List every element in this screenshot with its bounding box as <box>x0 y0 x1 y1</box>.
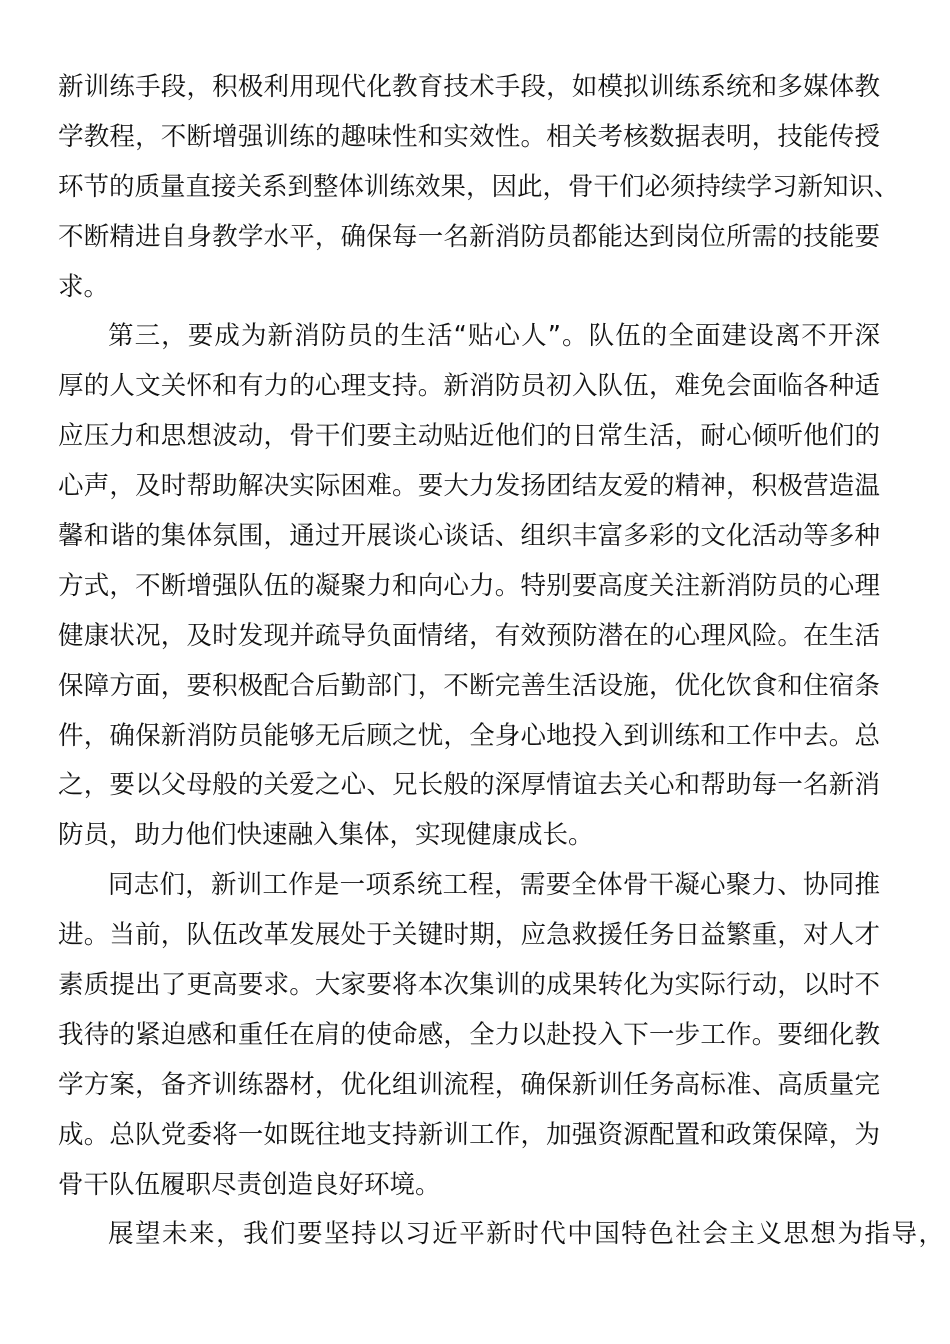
text-line: 学方案，备齐训练器材，优化组训流程，确保新训任务高标准、高质量完 <box>58 1069 880 1100</box>
text-line: 之，要以父母般的关爱之心、兄长般的深厚情谊去关心和帮助每一名新消 <box>58 770 880 801</box>
text-line: 不断精进自身教学水平，确保每一名新消防员都能达到岗位所需的技能要 <box>58 221 880 252</box>
text-line: 心声，及时帮助解决实际困难。要大力发扬团结友爱的精神，积极营造温 <box>58 471 880 502</box>
text-line: 第三，要成为新消防员的生活“贴心人”。队伍的全面建设离不开深 <box>108 321 880 352</box>
text-line: 学教程，不断增强训练的趣味性和实效性。相关考核数据表明，技能传授 <box>58 121 880 152</box>
text-line: 素质提出了更高要求。大家要将本次集训的成果转化为实际行动，以时不 <box>58 970 880 1001</box>
text-line: 成。总队党委将一如既往地支持新训工作，加强资源配置和政策保障，为 <box>58 1119 880 1150</box>
text-line: 骨干队伍履职尽责创造良好环境。 <box>58 1169 441 1200</box>
paragraph <box>58 1210 944 1260</box>
text-line: 我待的紧迫感和重任在肩的使命感，全力以赴投入下一步工作。要细化教 <box>58 1019 880 1050</box>
document-page <box>58 63 944 1260</box>
paragraph <box>58 312 880 861</box>
text-line: 馨和谐的集体氛围，通过开展谈心谈话、组织丰富多彩的文化活动等多种 <box>58 521 880 552</box>
text-line: 展望未来，我们要坚持以习近平新时代中国特色社会主义思想为指导， <box>108 1219 944 1250</box>
text-line: 同志们，新训工作是一项系统工程，需要全体骨干凝心聚力、协同推 <box>108 870 880 901</box>
text-line: 健康状况，及时发现并疏导负面情绪，有效预防潜在的心理风险。在生活 <box>58 620 880 651</box>
text-line: 防员，助力他们快速融入集体，实现健康成长。 <box>58 820 594 851</box>
paragraph <box>58 861 880 1210</box>
paragraph <box>58 63 900 312</box>
text-line: 保障方面，要积极配合后勤部门，不断完善生活设施，优化饮食和住宿条 <box>58 670 880 701</box>
text-line: 件，确保新消防员能够无后顾之忧，全身心地投入到训练和工作中去。总 <box>58 720 880 751</box>
text-line: 求。 <box>58 271 110 302</box>
text-line: 方式，不断增强队伍的凝聚力和向心力。特别要高度关注新消防员的心理 <box>58 570 880 601</box>
text-line: 环节的质量直接关系到整体训练效果，因此，骨干们必须持续学习新知识、 <box>58 171 900 202</box>
text-line: 进。当前，队伍改革发展处于关键时期，应急救援任务日益繁重，对人才 <box>58 920 880 951</box>
text-line: 新训练手段，积极利用现代化教育技术手段，如模拟训练系统和多媒体教 <box>58 72 880 102</box>
text-line: 厚的人文关怀和有力的心理支持。新消防员初入队伍，难免会面临各种适 <box>58 371 880 402</box>
text-line: 应压力和思想波动，骨干们要主动贴近他们的日常生活，耐心倾听他们的 <box>58 421 880 452</box>
